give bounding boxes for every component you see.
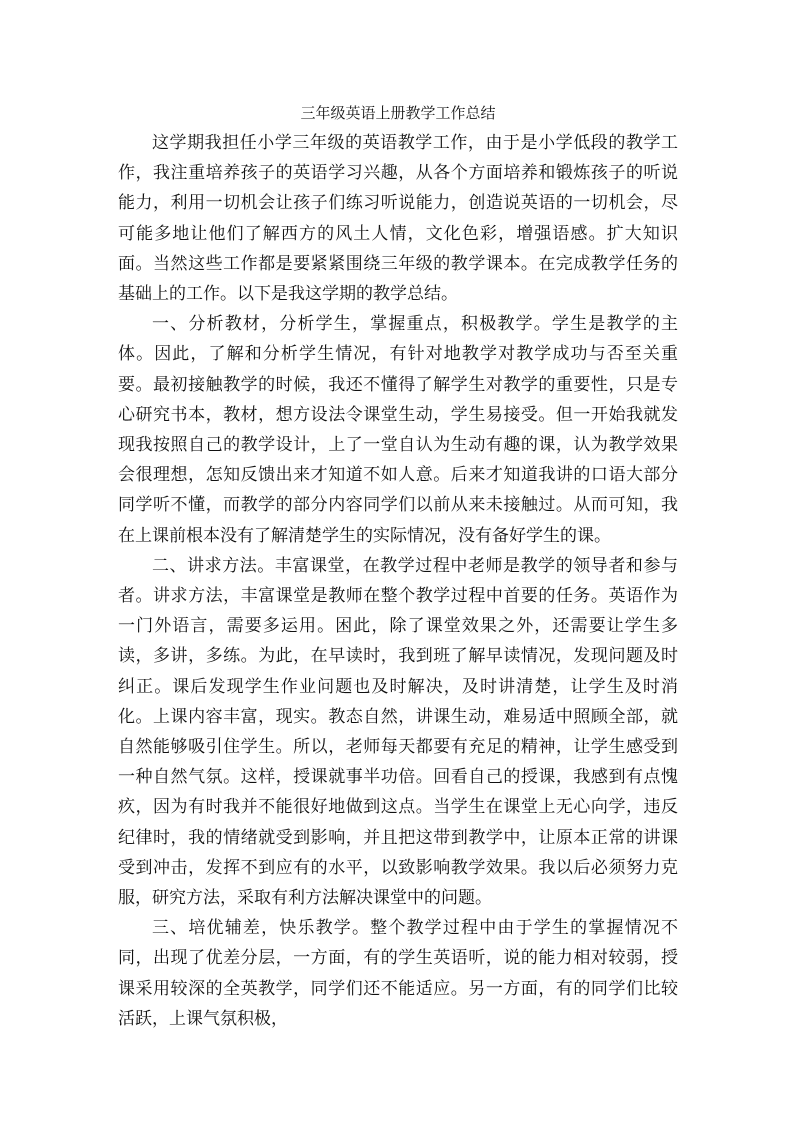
document-title: 三年级英语上册教学工作总结 bbox=[300, 104, 496, 122]
document-body bbox=[118, 98, 678, 1034]
paragraph-section-1: 一、分析教材，分析学生，掌握重点，积极教学。学生是教学的主体。因此，了解和分析学生情况，有针对地教学对教学成功与否至关重要。最初接触教学的时候，我还不懂得了解学生对教学的重要性，只是专心研究书本，教材，想方设法令课堂生动，学生易接受。但一开始我就发现我按照自己的教学设计，上了一堂自认为生动有趣的课，认为教学效果会很理想，怎知反馈出来才知道不如人意。后来才知道我讲的口语大部分同学听不懂，而教学的部分内容同学们以前从来未接触过。从而可知，我在上课前根本没有了解清楚学生的实际情况，没有备好学生的课。 bbox=[118, 314, 678, 546]
paragraph-section-3: 三、培优辅差，快乐教学。整个教学过程中由于学生的掌握情况不同，出现了优差分层，一方面，有的学生英语听，说的能力相对较弱，授课采用较深的全英教学，同学们还不能适应。另一方面，有的同学们比较活跃，上课气氛积极， bbox=[118, 918, 678, 1029]
paragraph-intro: 这学期我担任小学三年级的英语教学工作，由于是小学低段的教学工作，我注重培养孩子的英语学习兴趣，从各个方面培养和锻炼孩子的听说能力，利用一切机会让孩子们练习听说能力，创造说英语的一切机会，尽可能多地让他们了解西方的风土人情，文化色彩，增强语感。扩大知识面。当然这些工作都是要紧紧围绕三年级的教学课本。在完成教学任务的基础上的工作。以下是我这学期的教学总结。 bbox=[118, 133, 678, 305]
paragraph-section-2: 二、讲求方法。丰富课堂，在教学过程中老师是教学的领导者和参与者。讲求方法，丰富课堂是教师在整个教学过程中首要的任务。英语作为一门外语言，需要多运用。困此，除了课堂效果之外，还需要让学生多读，多讲，多练。为此，在早读时，我到班了解早读情况，发现问题及时纠正。课后发现学生作业问题也及时解决，及时讲清楚，让学生及时消化。上课内容丰富，现实。教态自然，讲课生动，难易适中照顾全部，就自然能够吸引住学生。所以，老师每天都要有充足的精神，让学生感受到一种自然气氛。这样，授课就事半功倍。回看自己的授课，我感到有点愧疚，因为有时我并不能很好地做到这点。当学生在课堂上无心向学，违反纪律时，我的情绪就受到影响，并且把这带到教学中，让原本正常的讲课受到冲击，发挥不到应有的水平，以致影响教学效果。我以后必须努力克服，研究方法，采取有利方法解决课堂中的问题。 bbox=[118, 555, 678, 909]
